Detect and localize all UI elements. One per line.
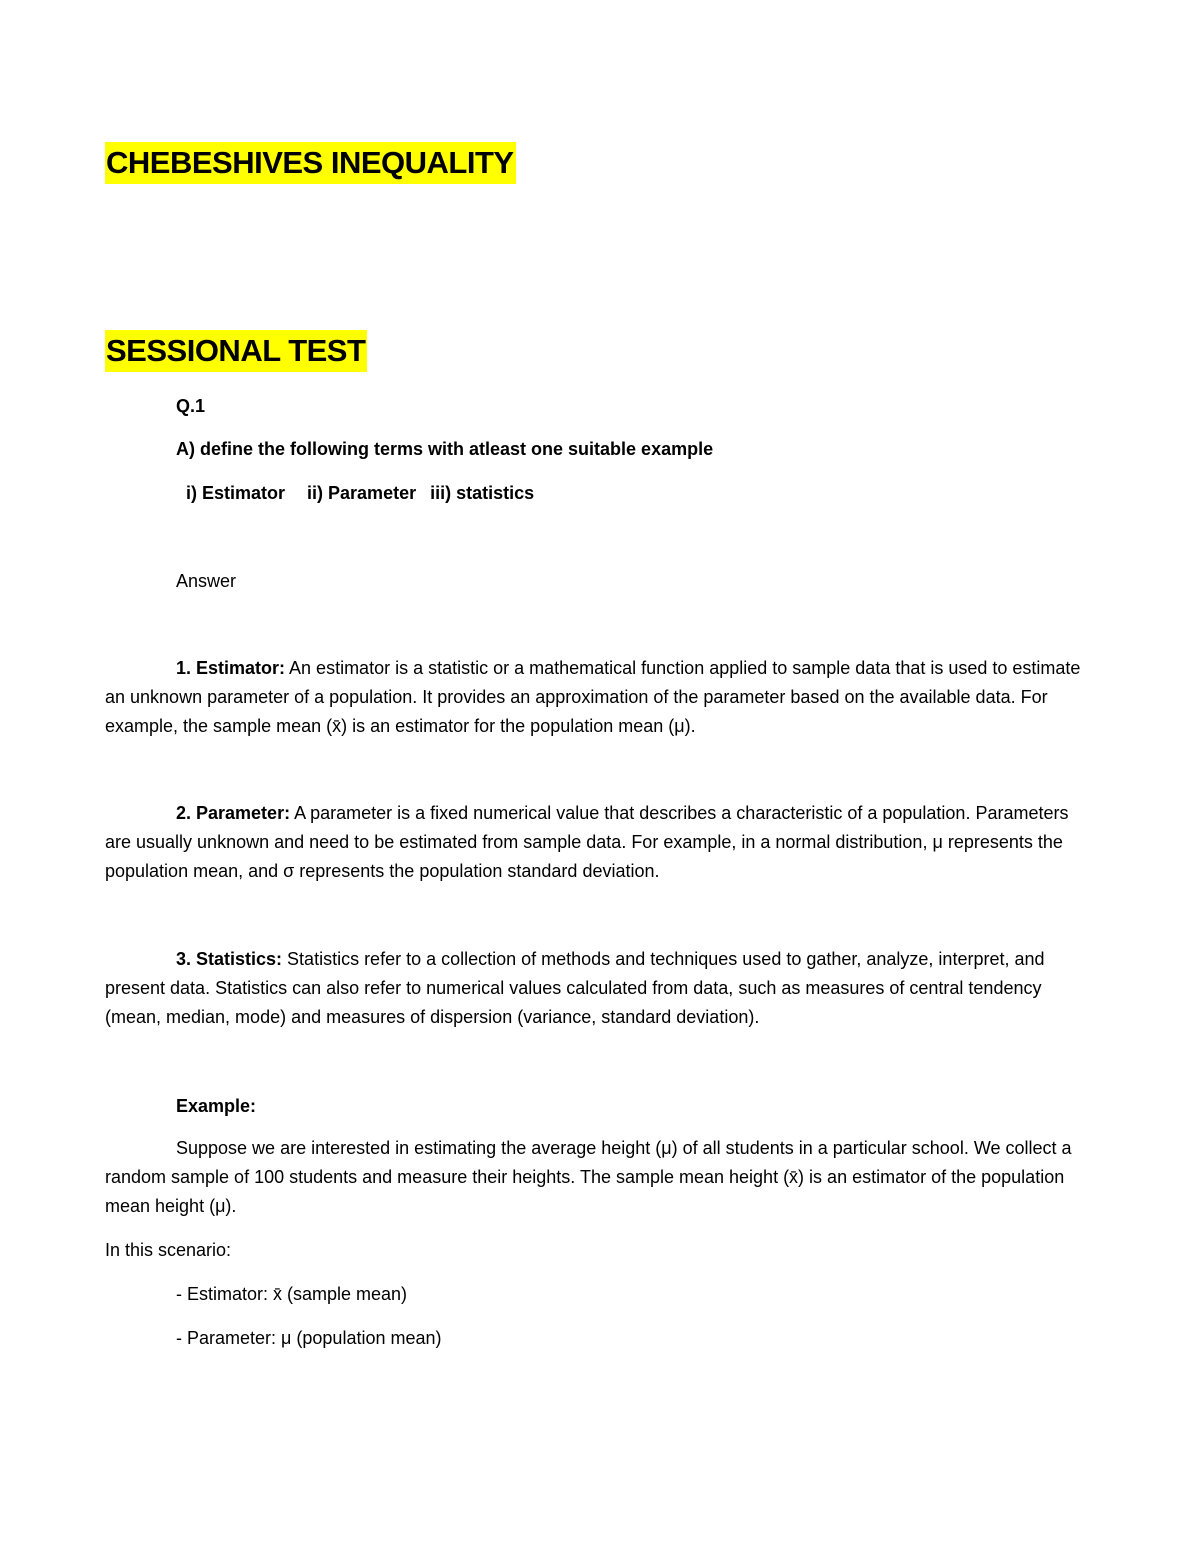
- scenario-item-estimator: - Estimator: x̄ (sample mean): [176, 1284, 408, 1304]
- definition-estimator: [105, 654, 1095, 741]
- term-estimator: i) Estimator: [186, 483, 286, 503]
- section-heading: SESSIONAL TEST: [105, 330, 367, 372]
- answer-label: Answer: [176, 571, 237, 591]
- question-terms: [186, 481, 534, 505]
- question-prompt: A) define the following terms with atleast one suitable example: [176, 439, 714, 459]
- definition-text: A parameter is a fixed numerical value that describes a characteristic of a population. Parameters are usually unknown and need to be estimated from sample data. For example, in a normal distribution, μ represents the population mean, and σ represents the population standard deviation.: [105, 803, 1069, 881]
- definition-term: 1. Estimator:: [176, 658, 286, 678]
- term-parameter: ii) Parameter: [307, 483, 417, 503]
- definition-parameter: [105, 799, 1095, 886]
- document-title: CHEBESHIVES INEQUALITY: [105, 142, 516, 184]
- scenario-label: In this scenario:: [105, 1240, 232, 1260]
- example-label: Example:: [176, 1096, 257, 1116]
- scenario-item-parameter: - Parameter: μ (population mean): [176, 1328, 442, 1348]
- term-statistics: iii) statistics: [430, 483, 535, 503]
- definition-term: 2. Parameter:: [176, 803, 291, 823]
- question-number: Q.1: [176, 396, 206, 416]
- example-paragraph: [105, 1134, 1095, 1221]
- definition-term: 3. Statistics:: [176, 949, 283, 969]
- definition-text: Statistics refer to a collection of methods and techniques used to gather, analyze, interpret, and present data. Statistics can also refer to numerical values calculated from data, such as measures of central tendency (mean, median, mode) and measures of dispersion (variance, standard deviation).: [105, 949, 1045, 1027]
- definition-text: An estimator is a statistic or a mathematical function applied to sample data that is used to estimate an unknown parameter of a population. It provides an approximation of the parameter based on the available data. For example, the sample mean (x̄) is an estimator for the population mean (μ).: [105, 658, 1081, 736]
- definition-statistics: [105, 945, 1095, 1032]
- example-text: Suppose we are interested in estimating the average height (μ) of all students in a particular school. We collect a random sample of 100 students and measure their heights. The sample mean height (x̄) is an estimator of the population mean height (μ).: [105, 1138, 1072, 1216]
